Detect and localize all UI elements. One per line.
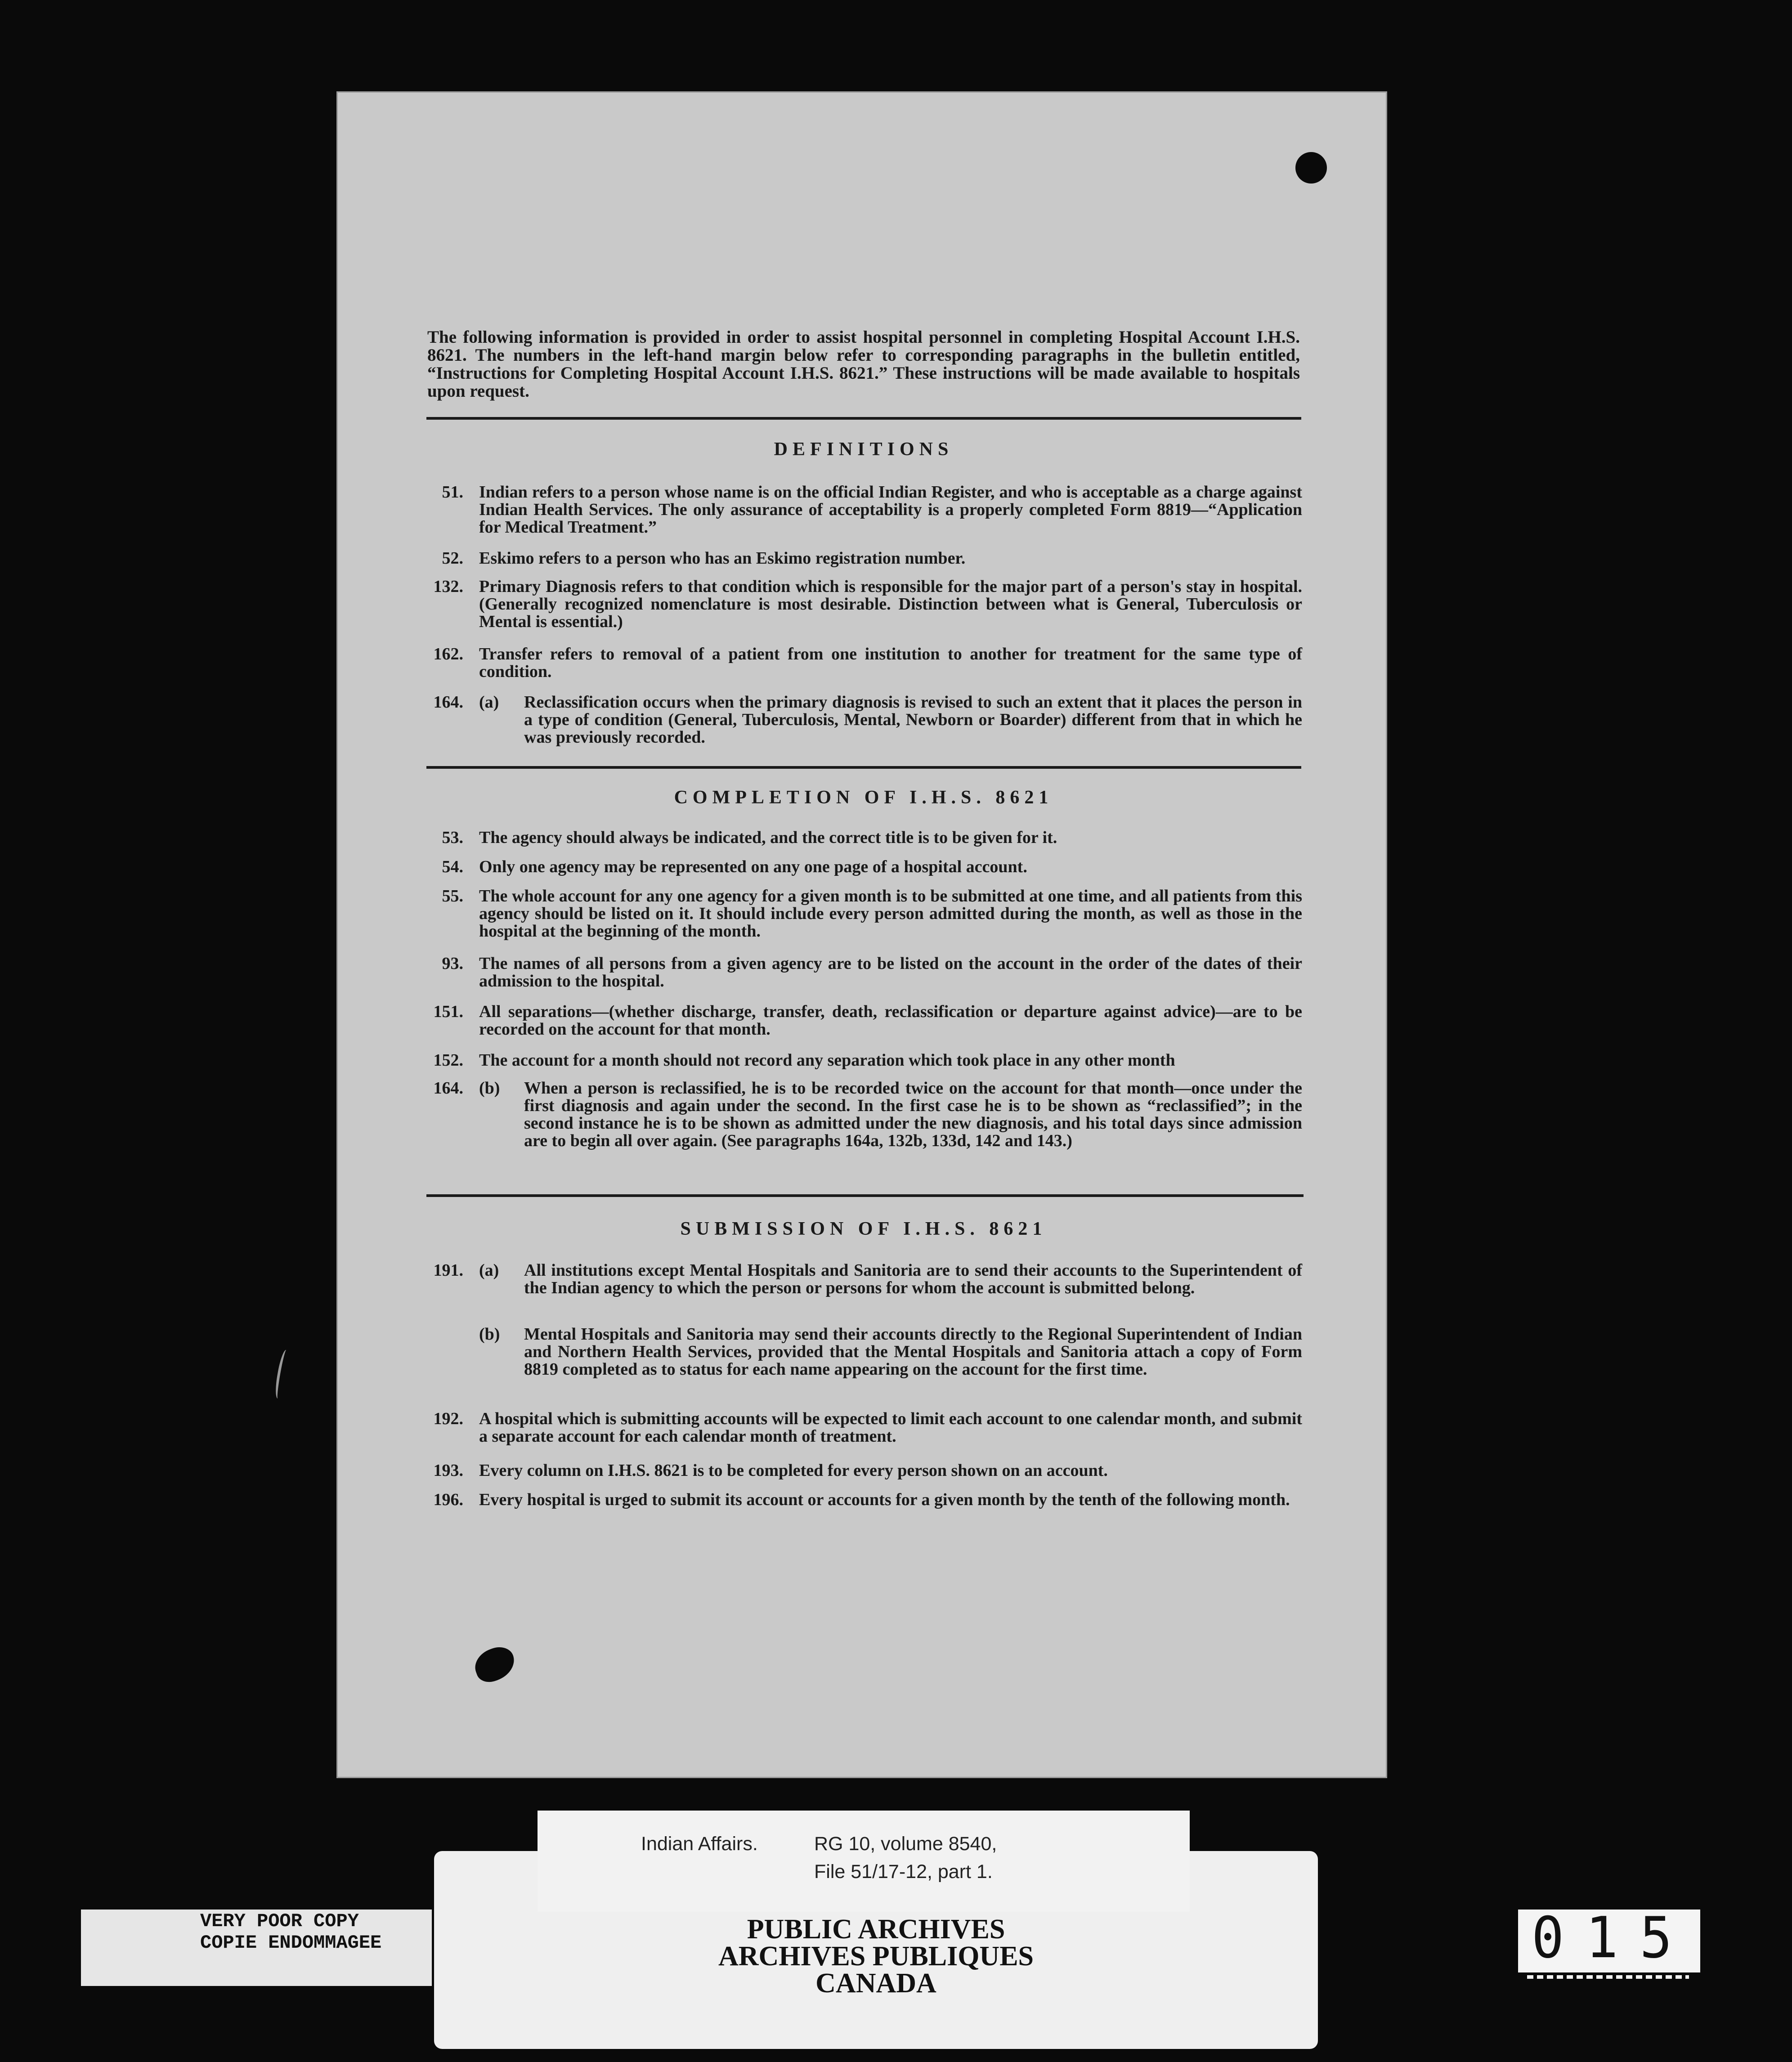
paragraph-93: [427, 955, 1302, 991]
paragraph-text: When a person is reclassified, he is to be recorded twice on the account for that month—once under the first diagnosis and again under the second. In the first case he is to be shown as “reclassified”; in the second instance he is to be shown as admitted under the new diagnosis, and his total days since admission are to begin all over again. (See paragraphs 164a, 132b, 133d, 142 and 143.): [524, 1079, 1302, 1150]
divider: [426, 766, 1301, 769]
paragraph-text: The agency should always be indicated, and the correct title is to be given for it.: [479, 828, 1057, 847]
punch-hole: [1295, 152, 1327, 184]
paragraph-subletter: (a): [479, 693, 499, 712]
paragraph-text: All institutions except Mental Hospitals and Sanitoria are to send their accounts to the Superintendent of the Indian agency to which the person or persons for whom the account is submitted belong.: [524, 1261, 1302, 1297]
paragraph-subletter: (a): [479, 1261, 499, 1280]
reference-label: [538, 1811, 1190, 1912]
paragraph-number: 196.: [433, 1490, 463, 1509]
paragraph-152: [427, 1052, 1302, 1071]
reference-volume: RG 10, volume 8540,: [814, 1833, 997, 1855]
paragraph-151: [427, 1003, 1302, 1039]
paragraph-subletter: (b): [479, 1325, 500, 1344]
scratch-mark: [273, 1349, 291, 1399]
completion-heading: COMPLETION OF I.H.S. 8621: [674, 787, 1053, 808]
archives-line-3: CANADA: [815, 1968, 936, 1999]
paragraph-text: Every hospital is urged to submit its account or accounts for a given month by the tenth of the following month.: [479, 1490, 1290, 1509]
submission-heading: SUBMISSION OF I.H.S. 8621: [680, 1219, 1047, 1239]
paragraph-text: Transfer refers to removal of a patient from one institution to another for treatment for the same type of condition.: [479, 645, 1302, 681]
paragraph-number: 51.: [442, 483, 463, 502]
archives-line-2: ARCHIVES PUBLIQUES: [718, 1941, 1034, 1972]
paragraph-52: [427, 550, 1302, 569]
paragraph-text: Indian refers to a person whose name is on the official Indian Register, and who is acceptable as a charge against Indian Health Services. The only assurance of acceptability is a properly completed Form 8819—“Application for Medical Treatment.”: [479, 483, 1302, 537]
paragraph-191b: [427, 1326, 1302, 1398]
paragraph-196: [427, 1491, 1302, 1527]
archives-line-1: PUBLIC ARCHIVES: [747, 1914, 1005, 1945]
copy-quality-label: [81, 1910, 432, 1986]
paragraph-number: 152.: [433, 1051, 463, 1070]
frame-number: 015: [1532, 1905, 1694, 1971]
definitions-heading: DEFINITIONS: [774, 439, 954, 460]
paragraph-number: 191.: [433, 1261, 463, 1280]
paragraph-53: [427, 829, 1302, 848]
paragraph-text: The names of all persons from a given agency are to be listed on the account in the order of the dates of their admission to the hospital.: [479, 954, 1302, 991]
paragraph-number: 52.: [442, 549, 463, 568]
paragraph-number: 54.: [442, 857, 463, 876]
divider: [426, 417, 1301, 420]
paragraph-number: 151.: [433, 1002, 463, 1021]
reference-source: Indian Affairs.: [641, 1833, 758, 1855]
frame-number-label: [1518, 1905, 1700, 1972]
paragraph-162: [427, 645, 1302, 681]
paragraph-subletter: (b): [479, 1079, 500, 1098]
intro-paragraph: The following information is provided in order to assist hospital personnel in completing Hospital Account I.H.S. 8621. The numbers in the left-hand margin below refer to corresponding paragraphs in the bulletin entitled, “Instructions for Completing Hospital Account I.H.S. 8621.” These instructions will be made available to hospitals upon request.: [427, 327, 1300, 401]
paragraph-text: Primary Diagnosis refers to that condition which is responsible for the major part of a person's stay in hospital. (Generally recognized nomenclature is most desirable. Distinction between what is General, Tuberculosis or Mental is essential.): [479, 577, 1302, 631]
paragraph-text: The account for a month should not record any separation which took place in any other month: [479, 1051, 1175, 1070]
paragraph-191a: [427, 1262, 1302, 1316]
paragraph-text: Reclassification occurs when the primary diagnosis is revised to such an extent that it places the person in a type of condition (General, Tuberculosis, Mental, Newborn or Boarder) different from that in which he was previously recorded.: [524, 693, 1302, 747]
paragraph-text: A hospital which is submitting accounts will be expected to limit each account to one calendar month, and submit a separate account for each calendar month of treatment.: [479, 1409, 1302, 1446]
reference-file: File 51/17-12, part 1.: [814, 1861, 993, 1883]
paragraph-number: 132.: [433, 577, 463, 596]
paragraph-number: 164.: [433, 1079, 463, 1098]
paragraph-164a: [427, 694, 1302, 748]
paragraph-text: Eskimo refers to a person who has an Eskimo registration number.: [479, 549, 966, 568]
paragraph-number: 193.: [433, 1461, 463, 1480]
paragraph-number: 192.: [433, 1409, 463, 1428]
paragraph-text: All separations—(whether discharge, transfer, death, reclassification or departure against advice)—are to be recorded on the account for that month.: [479, 1002, 1302, 1039]
paragraph-51: [427, 484, 1302, 538]
paragraph-54: [427, 858, 1302, 877]
paragraph-text: Only one agency may be represented on any one page of a hospital account.: [479, 857, 1027, 876]
divider: [426, 1194, 1304, 1197]
paragraph-193: [427, 1462, 1302, 1481]
paragraph-55: [427, 888, 1302, 941]
copy-quality-en: VERY POOR COPY: [200, 1910, 359, 1932]
paragraph-text: Every column on I.H.S. 8621 is to be completed for every person shown on an account.: [479, 1461, 1108, 1480]
paragraph-number: 164.: [433, 693, 463, 712]
paragraph-number: 93.: [442, 954, 463, 973]
paragraph-192: [427, 1410, 1302, 1446]
paragraph-text: Mental Hospitals and Sanitoria may send their accounts directly to the Regional Superintendent of Indian and Northern Health Services, provided that the Mental Hospitals and Sanitoria attach a copy of Form 8819 completed as to status for each name appearing on the account for the first time.: [524, 1325, 1302, 1379]
film-perforation: [1527, 1975, 1689, 1979]
paragraph-text: The whole account for any one agency for a given month is to be submitted at one time, and all patients from this agency should be listed on it. It should include every person admitted during the month, as well as those in the hospital at the beginning of the month.: [479, 887, 1302, 941]
paragraph-number: 55.: [442, 887, 463, 905]
paragraph-132: [427, 578, 1302, 632]
paragraph-164b: [427, 1080, 1302, 1170]
copy-quality-fr: COPIE ENDOMMAGEE: [200, 1932, 382, 1954]
paragraph-number: 53.: [442, 828, 463, 847]
paragraph-number: 162.: [433, 645, 463, 663]
